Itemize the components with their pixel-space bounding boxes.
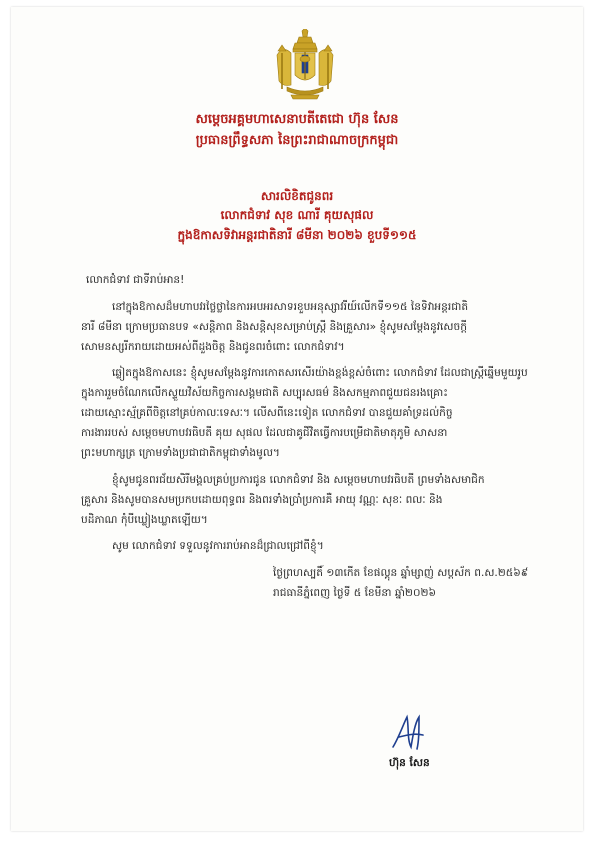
- salutation: លោកជំទាវ ជាទីរាប់អាន!: [86, 274, 185, 286]
- body-line: នារី ៨មីនា ក្រោមប្រធានបទ «សន្តិភាព និងសន្តិសុខសម្រាប់ស្ត្រី និងគ្រួសារ» ខ្ញុំសូមសម្តែងនូវសេចក្តី: [81, 321, 467, 333]
- closing-line: សូម លោកជំទាវ ទទួលនូវការរាប់អានដ៏ជ្រាលជ្រៅពីខ្ញុំ។: [112, 540, 324, 552]
- body-line: ក្នុងការរួមចំណែកលើកស្ទួយវិស័យកិច្ចការសង្គមជាតិ សប្បុរសធម៌ និងសកម្មភាពជួយជនរងគ្រោះ: [81, 387, 448, 399]
- body-line: គ្រួសារ និងសូមបានសមប្រកបដោយពុទ្ធពរ និងពរទាំងប្រាំប្រការគឺ អាយុ វណ្ណៈ សុខៈ ពលៈ និង: [81, 494, 443, 506]
- letter-page: [11, 7, 583, 831]
- body-line: សោមនស្សរីករាយដោយអស់ពីដួងចិត្ត និងជូនពរចំពោះ លោកជំទាវ។: [81, 341, 345, 353]
- recipient-name: លោកជំទាវ សុខ ណារី គុយសុផល: [220, 208, 374, 222]
- body-line: ខ្ញុំសូមជូនពរជ័យសិរីមង្គលគ្រប់ប្រការជូន លោកជំទាវ និង សម្តេចមហាបវរធិបតី ព្រមទាំងសមាជិក: [112, 474, 485, 486]
- signer-name: ហ៊ុន សែន: [389, 757, 430, 769]
- body-line: ដោយស្មោះស្ម័គ្រពីចិត្តនៅគ្រប់កាលៈទេសៈ។ លើសពីនេះទៀត លោកជំទាវ បានជួយគាំទ្រដល់កិច្ច: [81, 407, 453, 419]
- date-lunar: ថ្ងៃព្រហស្បតិ៍ ១៣កើត ខែផល្គុន ឆ្នាំម្សាញ់ សប្តស័ក ព.ស.២៥៦៩: [273, 567, 529, 579]
- letter-type: សារលិខិតជូនពរ: [260, 189, 334, 203]
- occasion: ក្នុងឱកាសទិវាអន្តរជាតិនារី ៨មីនា ២០២៦ ខួបទី១១៥: [177, 228, 417, 242]
- body-line: បដិភាណ កុំបីឃ្លៀងឃ្លាតឡើយ។: [81, 514, 208, 526]
- body-line: ការងាររបស់ សម្តេចមហាបវរធិបតី គុយ សុផល ដែលជាគូជីវិតធ្វើការបម្រើជាតិមាតុភូមិ សាសនា: [81, 427, 448, 439]
- signature-icon: [389, 713, 429, 753]
- body-line: ឆ្លៀតក្នុងឱកាសនេះ ខ្ញុំសូមសម្តែងនូវការកោតសរសើរយ៉ាងខ្ពង់ខ្ពស់ចំពោះ លោកជំទាវ ដែលជាស្ត្រីឆ្នើមមួយរូប: [112, 367, 528, 379]
- date-solar: រាជធានីភ្នំពេញ ថ្ងៃទី ៥ ខែមីនា ឆ្នាំ២០២៦: [273, 587, 436, 599]
- body-line: នៅក្នុងឱកាសដ៏មហាបវរថ្លៃថ្លានៃការអបអរសាទរខួបអនុស្សាវរីយ៍លើកទី១១៥ នៃទិវាអន្តរជាតិ: [112, 301, 469, 313]
- royal-emblem-icon: [269, 29, 341, 101]
- sender-title: សម្តេចអគ្គមហាសេនាបតីតេជោ ហ៊ុន សែន: [195, 112, 399, 127]
- sender-position: ប្រធានព្រឹទ្ធសភា នៃព្រះរាជាណាចក្រកម្ពុជា: [195, 133, 399, 148]
- body-line: ព្រះមហាក្សត្រ ក្រោមទាំងប្រជាជាតិកម្ពុជាទាំងមូល។: [81, 447, 280, 459]
